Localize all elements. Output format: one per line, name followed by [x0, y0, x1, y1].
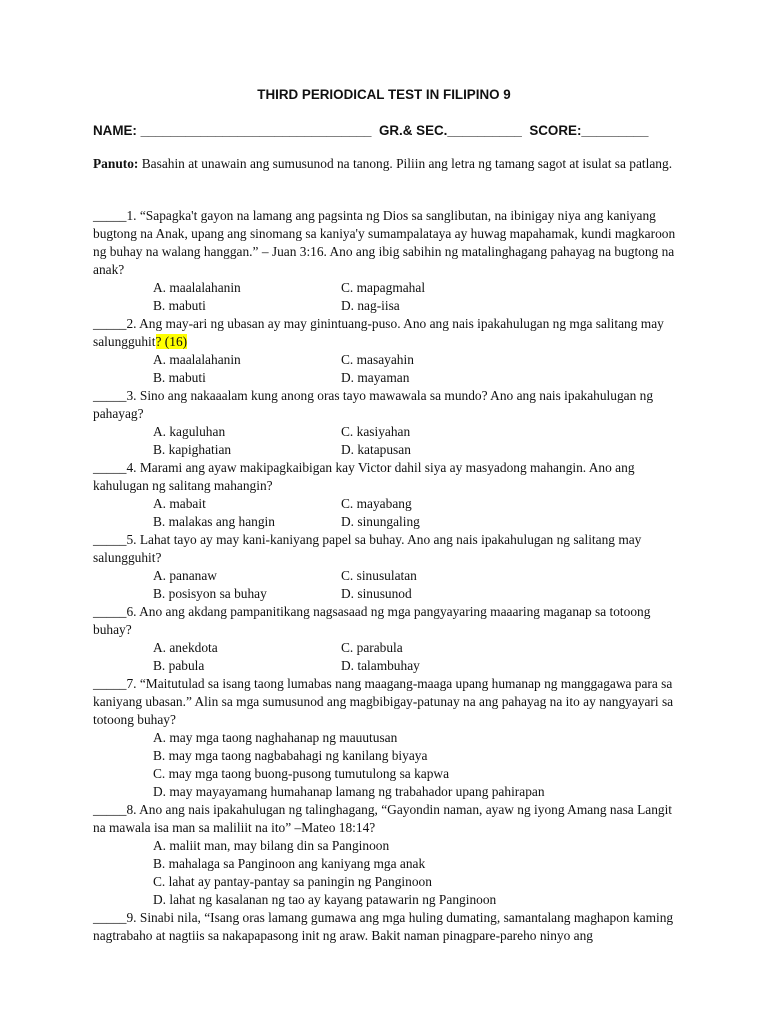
question-text	[93, 459, 683, 495]
answer-option: C. kasiyahan	[341, 424, 411, 439]
answer-option: A. kaguluhan	[153, 424, 226, 439]
answer-option: D. talambuhay	[341, 658, 420, 673]
answer-option: A. maalalahanin	[153, 280, 241, 295]
answer-option: B. posisyon sa buhay	[153, 586, 267, 601]
answer-option: A. may mga taong naghahanap ng mauutusan	[153, 730, 398, 745]
question-text	[93, 675, 683, 729]
instructions-text: Basahin at unawain ang sumusunod na tanong. Piliin ang letra ng tamang sagot at isulat sa patlang.	[138, 156, 673, 171]
answer-options	[153, 837, 683, 909]
answer-option: A. pananaw	[153, 568, 217, 583]
answer-options	[153, 351, 683, 387]
question-stem: _____4. Marami ang ayaw makipagkaibigan kay Victor dahil siya ay masyadong mahangin. Ano ang kahulugan ng salitang mahangin?	[93, 460, 635, 493]
question-stem: _____5. Lahat tayo ay may kani-kaniyang papel sa buhay. Ano ang nais ipakahulugan ng salitang may salungguhit?	[93, 532, 642, 565]
question-stem: _____2. Ang may-ari ng ubasan ay may ginintuang-puso. Ano ang nais ipakahulugan ng mga salitang may salungguhit	[93, 316, 664, 349]
answer-options	[153, 567, 683, 603]
question-stem: _____8. Ano ang nais ipakahulugan ng talinghagang, “Gayondin naman, ayaw ng iyong Amang nasa Langit na mawala isa man sa maliliit na ito” –Mateo 18:14?	[93, 802, 673, 835]
answer-option: A. maliit man, may bilang din sa Panginoon	[153, 838, 390, 853]
answer-option: B. may mga taong nagbabahagi ng kanilang biyaya	[153, 748, 428, 763]
answer-option: A. anekdota	[153, 640, 218, 655]
page-title: THIRD PERIODICAL TEST IN FILIPINO 9	[257, 87, 511, 102]
question-list	[93, 207, 683, 945]
answer-option: C. masayahin	[341, 352, 414, 367]
question-item	[93, 387, 683, 459]
question-item	[93, 675, 683, 801]
question-stem: _____9. Sinabi nila, “Isang oras lamang gumawa ang mga huling dumating, samantalang maghapon kaming nagtrabaho at nagtiis sa nakapapasong init ng araw. Bakit naman pinagpare-pareho ninyo ang	[93, 910, 674, 943]
answer-option: D. mayaman	[341, 370, 410, 385]
score-field: SCORE:_________	[529, 123, 649, 138]
answer-option: D. sinungaling	[341, 514, 420, 529]
answer-option: C. lahat ay pantay-pantay sa paningin ng Panginoon	[153, 874, 432, 889]
instructions-label: Panuto:	[93, 156, 139, 171]
question-item	[93, 909, 683, 945]
answer-options	[153, 423, 683, 459]
question-stem: _____7. “Maitutulad sa isang taong lumabas nang maagang-maaga upang humanap ng manggagawa para sa kaniyang ubasan.” Alin sa mga sumusunod ang magbibigay-patunay na ang pahayag na ito ay nangyayari sa totoong buhay?	[93, 676, 674, 727]
answer-option: D. nag-iisa	[341, 298, 400, 313]
answer-option: B. malakas ang hangin	[153, 514, 275, 529]
question-text	[93, 207, 683, 279]
answer-option: B. mabuti	[153, 370, 206, 385]
answer-options	[153, 729, 683, 801]
answer-option: B. kapighatian	[153, 442, 232, 457]
question-item	[93, 531, 683, 603]
question-item	[93, 459, 683, 531]
answer-option: C. parabula	[341, 640, 403, 655]
question-item	[93, 315, 683, 387]
question-text	[93, 603, 683, 639]
question-item	[93, 207, 683, 315]
student-info-line	[93, 123, 648, 138]
answer-option: A. mabait	[153, 496, 206, 511]
answer-options	[153, 639, 683, 675]
question-text	[93, 315, 683, 351]
answer-option: C. mayabang	[341, 496, 412, 511]
question-text	[93, 801, 683, 837]
question-text	[93, 531, 683, 567]
answer-option: D. lahat ng kasalanan ng tao ay kayang patawarin ng Panginoon	[153, 892, 497, 907]
answer-option: B. mahalaga sa Panginoon ang kaniyang mga anak	[153, 856, 426, 871]
question-text	[93, 387, 683, 423]
answer-option: C. mapagmahal	[341, 280, 426, 295]
question-stem: _____3. Sino ang nakaaalam kung anong oras tayo mawawala sa mundo? Ano ang nais ipakahulugan ng pahayag?	[93, 388, 654, 421]
answer-option: D. katapusan	[341, 442, 411, 457]
answer-option: D. sinusunod	[341, 586, 412, 601]
question-item	[93, 603, 683, 675]
answer-option: B. pabula	[153, 658, 205, 673]
highlighted-text: ? (16)	[155, 334, 188, 349]
question-text	[93, 909, 683, 945]
answer-options	[153, 279, 683, 315]
question-stem: _____6. Ano ang akdang pampanitikang nagsasaad ng mga pangyayaring maaaring maganap sa totoong buhay?	[93, 604, 651, 637]
instructions	[93, 155, 673, 173]
answer-options	[153, 495, 683, 531]
name-field: NAME: _______________________________	[93, 123, 372, 138]
answer-option: D. may mayayamang humahanap lamang ng trabahador upang pahirapan	[153, 784, 545, 799]
answer-option: C. sinusulatan	[341, 568, 417, 583]
question-stem: _____1. “Sapagka't gayon na lamang ang pagsinta ng Dios sa sanglibutan, na ibinigay niya ang kaniyang bugtong na Anak, upang ang sinomang sa kaniya'y sumampalataya ay huwag mapahamak, kundi magkaroon ng buhay na walang hanggan.” – Juan 3:16. Ano ang ibig sabihin ng matalinghagang pahayag na bugtong na anak?	[93, 208, 676, 277]
answer-option: C. may mga taong buong-pusong tumutulong sa kapwa	[153, 766, 450, 781]
grade-section-field: GR.& SEC.__________	[378, 123, 522, 138]
question-item	[93, 801, 683, 909]
answer-option: A. maalalahanin	[153, 352, 241, 367]
answer-option: B. mabuti	[153, 298, 206, 313]
